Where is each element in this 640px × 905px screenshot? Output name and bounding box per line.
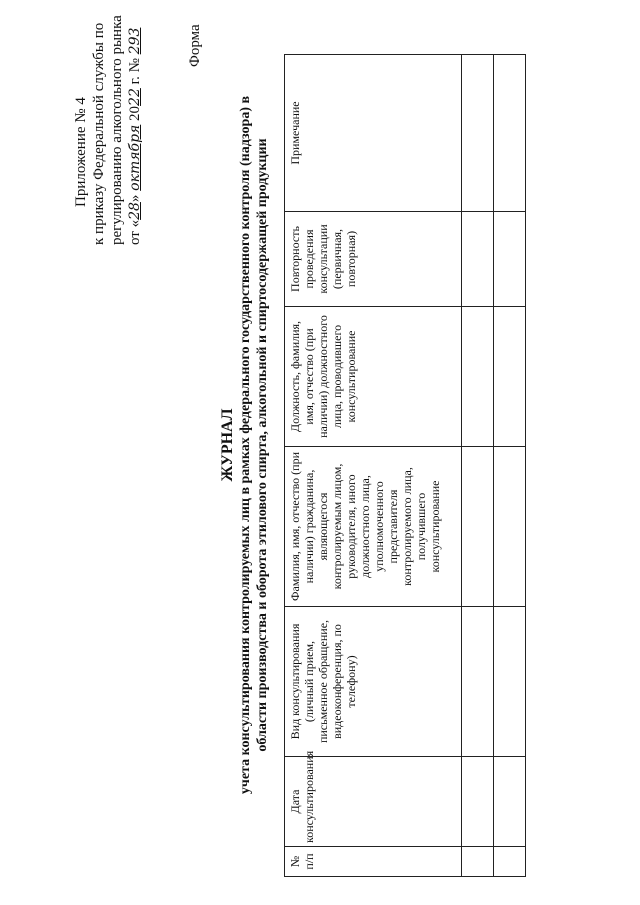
title-subheading-line2: области производства и оборота этилового спирта, алкогольной и спиртосодержащей продукции	[255, 138, 270, 752]
title-heading: ЖУРНАЛ	[219, 408, 236, 482]
journal-table	[284, 54, 526, 877]
appendix-order-line: к приказу Федеральной службы по	[91, 22, 107, 245]
header-cell-date: Дата консультирования	[285, 757, 462, 847]
date-mid: »	[127, 190, 143, 203]
form-label: Форма	[187, 24, 203, 67]
header-cell-number: № п/п	[285, 847, 462, 877]
table-cell	[494, 757, 526, 847]
table-cell	[462, 757, 494, 847]
table-cell	[462, 212, 494, 307]
header-cell-type: Вид консультирования (личный прием, письменное обращение, видеоконференция, по телефону)	[285, 607, 462, 757]
table-cell	[494, 55, 526, 212]
table-row	[494, 55, 526, 877]
handwritten-day: 28	[127, 202, 143, 220]
header-cell-official: Должность, фамилия, имя, отчество (при наличии) должностного лица, проводившего консультирование	[285, 307, 462, 447]
header-cell-repeat: Повторность проведения консультации (первичная, повторная)	[285, 212, 462, 307]
appendix-block	[72, 5, 144, 245]
number-label: г. №	[127, 54, 143, 89]
appendix-title: Приложение № 4	[73, 97, 89, 207]
title-subheading-line1: учета консультирования контролируемых лиц в рамках федерального государственного контроля (надзора) в	[238, 95, 253, 795]
handwritten-year: 22	[127, 88, 143, 106]
journal-title	[218, 25, 271, 865]
table-cell	[494, 607, 526, 757]
appendix-date-line	[126, 5, 144, 245]
header-cell-person: Фамилия, имя, отчество (при наличии) гражданина, являющегося контролируемым лицом, руководителя, иного должностного лица, уполномоченного представителя контролируемого лица, получившего консультирование	[285, 447, 462, 607]
handwritten-month: октября	[127, 124, 143, 191]
table-cell	[462, 55, 494, 212]
header-cell-note: Примечание	[285, 55, 462, 212]
year-prefix: 20	[127, 105, 143, 125]
table-row	[462, 55, 494, 877]
table-cell	[494, 447, 526, 607]
table-cell	[462, 447, 494, 607]
table-cell	[462, 307, 494, 447]
handwritten-number: 293	[127, 27, 143, 55]
table-header-row	[285, 55, 462, 877]
table-cell	[494, 847, 526, 877]
table-cell	[494, 307, 526, 447]
table-cell	[462, 847, 494, 877]
appendix-agency-line: регулированию алкогольного рынка	[109, 15, 125, 245]
date-prefix: от «	[127, 219, 143, 245]
table-cell	[462, 607, 494, 757]
table-cell	[494, 212, 526, 307]
